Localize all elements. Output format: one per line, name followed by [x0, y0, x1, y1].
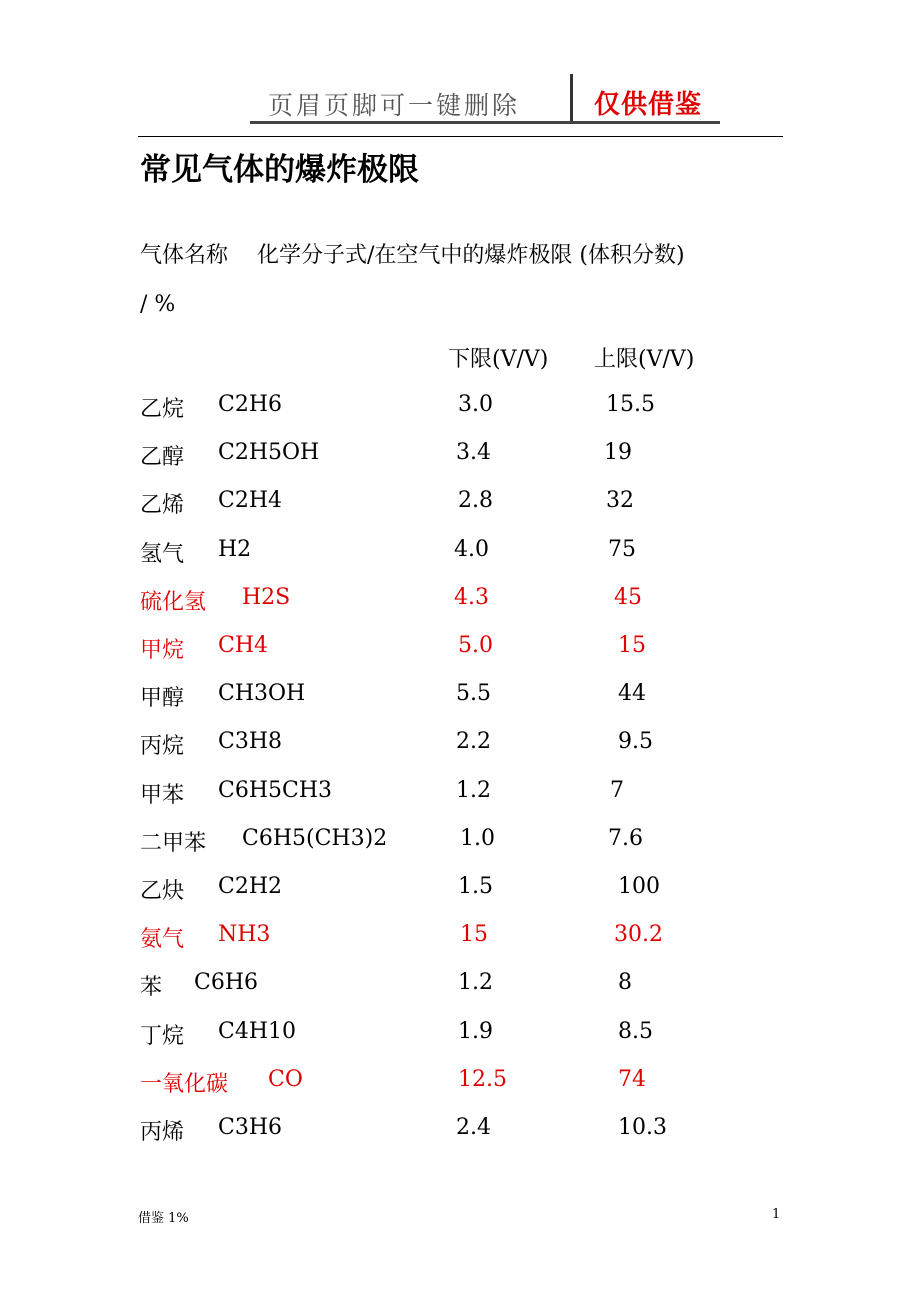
table-row [140, 488, 780, 518]
upper-limit: 9.5 [618, 729, 653, 755]
lower-limit: 1.9 [458, 1018, 493, 1044]
gas-formula: CH3OH [218, 681, 306, 707]
gas-name: 二甲苯 [140, 830, 207, 856]
lower-limit: 1.2 [458, 970, 493, 996]
footer-left-text: 借鉴 1% [138, 1211, 189, 1226]
gas-name: 一氧化碳 [140, 1071, 229, 1097]
table-row [140, 633, 780, 663]
gas-formula: C2H6 [218, 392, 283, 417]
table-row [140, 1115, 780, 1145]
table-row [140, 729, 780, 759]
gas-formula: NH3 [218, 922, 271, 948]
lower-limit: 4.0 [454, 536, 489, 562]
gas-name: 乙炔 [140, 879, 185, 904]
gas-formula: C2H5OH [218, 440, 320, 466]
header-rule [138, 136, 783, 137]
upper-limit: 10.3 [618, 1115, 667, 1140]
table-row [140, 874, 780, 904]
intro-line-2: / % [140, 292, 176, 317]
upper-limit: 8.5 [618, 1018, 653, 1044]
lower-limit: 15 [460, 922, 488, 948]
gas-name: 丙烷 [140, 734, 185, 760]
column-header-upper: 上限(V/V) [594, 347, 695, 372]
gas-name: 甲苯 [140, 782, 185, 808]
lower-limit: 12.5 [458, 1066, 507, 1092]
gas-formula: C3H8 [218, 729, 283, 755]
upper-limit: 100 [618, 874, 660, 899]
gas-formula: C2H4 [218, 488, 283, 514]
page-title: 常见气体的爆炸极限 [140, 152, 419, 188]
gas-name: 丁烷 [140, 1023, 185, 1049]
gas-formula: C2H2 [218, 874, 283, 899]
table-row [140, 826, 780, 856]
header-left-text: 页眉页脚可一键删除 [268, 91, 521, 120]
gas-formula: H2 [218, 536, 252, 562]
gas-formula: C3H6 [218, 1115, 283, 1140]
lower-limit: 2.8 [458, 488, 493, 514]
lower-limit: 3.4 [456, 440, 491, 466]
gas-name: 丙烯 [140, 1120, 185, 1145]
upper-limit: 75 [608, 536, 636, 562]
gas-name: 甲醇 [140, 686, 185, 712]
gas-name: 氨气 [140, 927, 185, 953]
gas-formula: H2S [242, 584, 291, 610]
upper-limit: 74 [618, 1066, 646, 1092]
table-row [140, 1019, 780, 1049]
gas-name: 乙醇 [140, 445, 185, 471]
gas-formula: C6H5(CH3)2 [242, 825, 388, 851]
gas-name: 硫化氢 [140, 589, 207, 615]
gas-name: 苯 [140, 975, 163, 1001]
gas-name: 乙烯 [140, 493, 185, 519]
footer-page-number: 1 [772, 1207, 781, 1222]
lower-limit: 1.5 [458, 874, 493, 899]
upper-limit: 15.5 [606, 392, 655, 417]
upper-limit: 45 [614, 584, 642, 610]
lower-limit: 1.0 [460, 825, 495, 851]
table-row [140, 537, 780, 567]
gas-formula: C6H5CH3 [218, 777, 333, 803]
gas-formula: CO [268, 1066, 303, 1092]
header-right-text: 仅供借鉴 [594, 90, 703, 120]
upper-limit: 19 [604, 440, 632, 466]
upper-limit: 44 [618, 681, 646, 707]
column-header-lower: 下限(V/V) [448, 347, 549, 372]
table-row [140, 970, 780, 1000]
table-row [140, 681, 780, 711]
intro-line-1: 气体名称 化学分子式/在空气中的爆炸极限 (体积分数) [140, 243, 685, 268]
table-row [140, 922, 780, 952]
lower-limit: 1.2 [456, 777, 491, 803]
upper-limit: 7 [610, 777, 624, 803]
lower-limit: 2.2 [456, 729, 491, 755]
lower-limit: 4.3 [454, 584, 489, 610]
upper-limit: 8 [618, 970, 632, 996]
table-row [140, 392, 780, 422]
upper-limit: 32 [606, 488, 634, 514]
upper-limit: 30.2 [614, 922, 663, 948]
upper-limit: 7.6 [608, 825, 643, 851]
upper-limit: 15 [618, 633, 646, 658]
gas-formula: C4H10 [218, 1018, 297, 1044]
gas-formula: C6H6 [194, 970, 259, 996]
gas-name: 甲烷 [140, 638, 185, 663]
gas-formula: CH4 [218, 633, 269, 658]
lower-limit: 5.0 [458, 633, 493, 658]
header-underline [250, 121, 720, 124]
table-row [140, 1067, 780, 1097]
lower-limit: 5.5 [456, 681, 491, 707]
lower-limit: 2.4 [456, 1115, 491, 1140]
lower-limit: 3.0 [458, 392, 493, 417]
gas-name: 乙烷 [140, 397, 185, 422]
table-row [140, 585, 780, 615]
table-row [140, 440, 780, 470]
gas-name: 氢气 [140, 541, 185, 567]
table-row [140, 778, 780, 808]
header-divider [570, 74, 573, 124]
